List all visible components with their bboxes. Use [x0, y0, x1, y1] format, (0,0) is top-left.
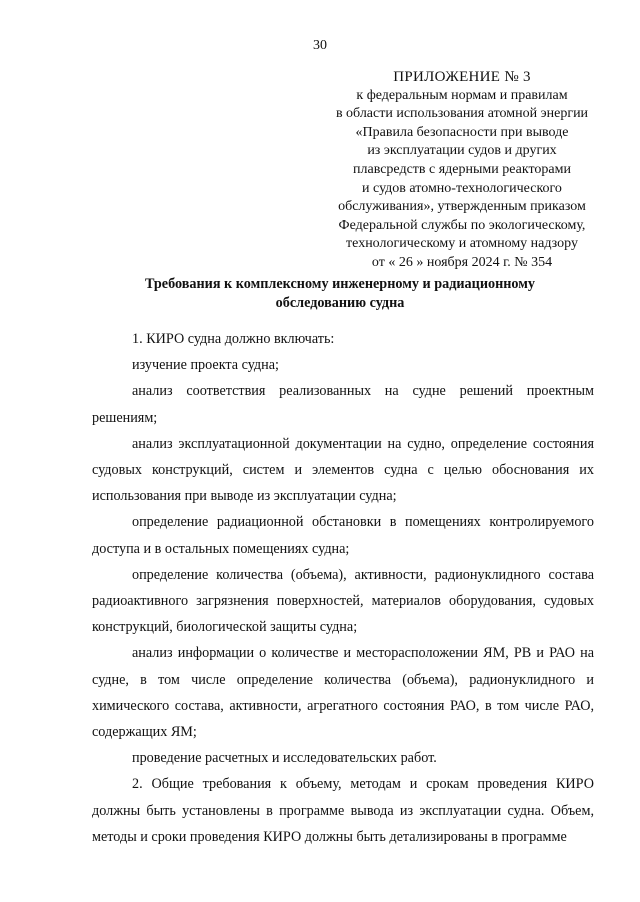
appendix-line: из эксплуатации судов и других [367, 143, 557, 159]
section-heading [100, 275, 580, 313]
appendix-line: «Правила безопасности при выводе [355, 124, 569, 140]
paragraph: проведение расчетных и исследовательских работ. [132, 750, 437, 767]
appendix-line: и судов атомно-технологического [362, 180, 562, 196]
paragraph: анализ соответствия реализованных на судне решений проектным решениям; [92, 383, 594, 426]
paragraph: анализ эксплуатационной документации на судно, определение состояния судовых конструкций, систем и элементов судна с целью обоснования их использования при выводе из эксплуатации судна; [92, 435, 594, 505]
page-number: 30 [313, 38, 327, 53]
body-text [92, 326, 594, 850]
appendix-line: обслуживания», утвержденным приказом [338, 199, 586, 215]
paragraph: 2. Общие требования к объему, методам и срокам проведения КИРО должны быть установлены в программе вывода из эксплуатации судна. Объем, методы и сроки проведения КИРО должны быть детализированы в программе [92, 776, 594, 845]
paragraph: определение радиационной обстановки в помещениях контролируемого доступа и в остальных помещениях судна; [92, 514, 594, 557]
appendix-line: технологическому и атомному надзору [346, 236, 578, 252]
paragraph: анализ информации о количестве и месторасположении ЯМ, РВ и РАО на судне, в том числе определение количества (объема), радионуклидного и химического состава, активности, агрегатного состояния РАО, в том числе РАО, содержащих ЯМ; [92, 645, 594, 741]
appendix-line: Федеральной службы по экологическому, [338, 217, 586, 233]
appendix-line: плавсредств с ядерными реакторами [353, 161, 571, 177]
paragraph: 1. КИРО судна должно включать: [132, 331, 335, 347]
heading-line: Требования к комплексному инженерному и радиационному [144, 276, 536, 292]
appendix-title: ПРИЛОЖЕНИЕ № 3 [393, 69, 531, 85]
heading-line: обследованию судна [275, 295, 405, 311]
appendix-line: к федеральным нормам и правилам [356, 87, 568, 103]
appendix-block [330, 68, 594, 273]
paragraph: изучение проекта судна; [132, 357, 279, 374]
paragraph: определение количества (объема), активности, радионуклидного состава радиоактивного загрязнения поверхностей, материалов оборудования, судовых конструкций, биологической защиты судна; [92, 566, 594, 636]
appendix-line: в области использования атомной энергии [335, 106, 589, 122]
appendix-line: от « 26 » ноября 2024 г. № 354 [371, 254, 553, 270]
